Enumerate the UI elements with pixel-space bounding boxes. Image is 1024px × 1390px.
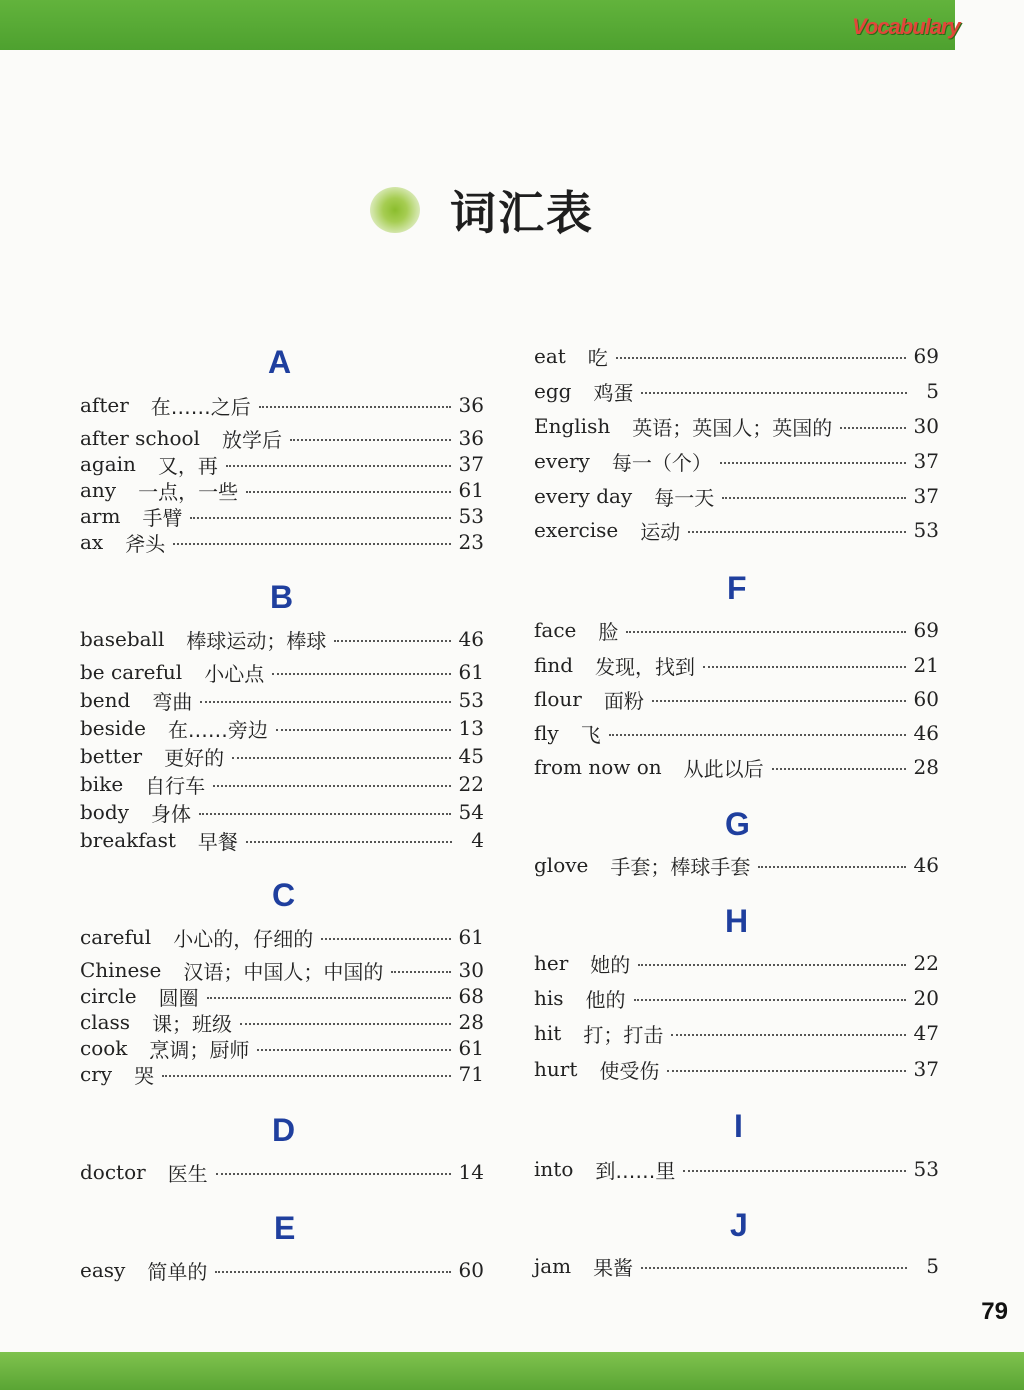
entry-word: bike (80, 772, 124, 796)
entry-word: jam (534, 1254, 572, 1278)
entry-word: from now on (534, 755, 662, 779)
entry-meaning: 棒球运动；棒球 (186, 628, 327, 653)
vocab-entry (80, 826, 484, 854)
entry-word: face (534, 618, 577, 642)
entry-page: 69 (913, 618, 939, 642)
entry-meaning: 手臂 (142, 505, 183, 530)
entry-page: 47 (913, 1021, 939, 1045)
section-letter-e: E (274, 1210, 296, 1246)
vocab-entry (80, 1008, 484, 1036)
dot-leader (173, 543, 450, 545)
entry-page: 61 (458, 1036, 484, 1060)
entry-meaning: 在……旁边 (167, 717, 268, 742)
dot-leader (391, 971, 450, 973)
dot-leader (683, 1170, 905, 1172)
page-title: 词汇表 (450, 186, 594, 240)
entry-word: cry (80, 1062, 113, 1086)
entry-word: circle (80, 984, 137, 1008)
dot-leader (772, 768, 906, 770)
entry-meaning: 到……里 (595, 1158, 676, 1183)
entry-meaning: 自行车 (145, 773, 206, 798)
vocab-entry (534, 984, 939, 1012)
entry-word: glove (534, 853, 589, 877)
vocab-entry (80, 742, 484, 770)
entry-word: class (80, 1010, 131, 1034)
entry-page: 28 (913, 755, 939, 779)
entry-meaning: 使受伤 (599, 1058, 660, 1083)
entry-page: 53 (913, 518, 939, 542)
vocab-entry (80, 982, 484, 1010)
entry-meaning: 医生 (167, 1161, 208, 1186)
entry-page: 21 (913, 653, 939, 677)
entry-meaning: 斧头 (125, 531, 166, 556)
entry-meaning: 身体 (150, 801, 191, 826)
section-letter-f: F (727, 570, 747, 606)
entry-word: hurt (534, 1057, 578, 1081)
dot-leader (290, 439, 451, 441)
entry-word: easy (80, 1258, 126, 1282)
dot-leader (758, 866, 905, 868)
dot-leader (276, 729, 451, 731)
vocab-entry (80, 1158, 484, 1186)
entry-word: eat (534, 344, 566, 368)
dot-leader (641, 1267, 907, 1269)
dot-leader (162, 1075, 450, 1077)
vocab-entry (80, 798, 484, 826)
section-letter-g: G (725, 806, 750, 842)
entry-page: 23 (458, 530, 484, 554)
entry-word: be careful (80, 660, 183, 684)
entry-word: into (534, 1157, 574, 1181)
vocab-entry (534, 616, 939, 644)
entry-meaning: 运动 (640, 519, 681, 544)
vocab-entry (534, 482, 939, 510)
dot-leader (190, 517, 450, 519)
entry-meaning: 小心的，仔细的 (173, 926, 314, 951)
entry-meaning: 手套；棒球手套 (610, 854, 751, 879)
entry-page: 53 (458, 688, 484, 712)
entry-word: fly (534, 721, 559, 745)
vocab-entry (534, 1019, 939, 1047)
vocab-entry (534, 447, 939, 475)
vocab-entry (80, 923, 484, 951)
entry-meaning: 每一天 (654, 485, 715, 510)
entry-meaning: 小心点 (204, 661, 265, 686)
dot-leader (226, 465, 451, 467)
page-header (370, 180, 594, 240)
vocab-entry (534, 949, 939, 977)
entry-page: 60 (458, 1258, 484, 1282)
entry-page: 37 (913, 484, 939, 508)
dot-leader (257, 1049, 450, 1051)
dot-leader (722, 497, 905, 499)
entry-page: 54 (458, 800, 484, 824)
entry-page: 14 (458, 1160, 484, 1184)
entry-page: 53 (458, 504, 484, 528)
entry-page: 68 (458, 984, 484, 1008)
vocab-entry (534, 1252, 939, 1280)
vocab-entry (80, 956, 484, 984)
green-ball-icon (370, 187, 420, 233)
vocab-entry (80, 658, 484, 686)
vocab-entry (80, 770, 484, 798)
entry-meaning: 汉语；中国人；中国的 (183, 959, 384, 984)
entry-page: 30 (913, 414, 939, 438)
entry-page: 28 (458, 1010, 484, 1034)
dot-leader (215, 1271, 450, 1273)
dot-leader (334, 640, 450, 642)
entry-word: find (534, 653, 574, 677)
dot-leader (720, 462, 906, 464)
entry-page: 53 (913, 1157, 939, 1181)
vocab-entry (80, 502, 484, 530)
vocab-entry (80, 625, 484, 653)
dot-leader (634, 999, 906, 1001)
entry-page: 4 (471, 828, 484, 852)
entry-meaning: 简单的 (147, 1259, 208, 1284)
vocab-entry (80, 1034, 484, 1062)
entry-meaning: 面粉 (603, 688, 644, 713)
entry-word: after (80, 393, 129, 417)
vocab-entry (80, 476, 484, 504)
vocab-entry (80, 450, 484, 478)
entry-meaning: 英语；英国人；英国的 (632, 415, 833, 440)
entry-page: 61 (458, 478, 484, 502)
entry-word: doctor (80, 1160, 146, 1184)
dot-leader (213, 785, 450, 787)
entry-meaning: 圆圈 (158, 985, 199, 1010)
entry-meaning: 鸡蛋 (593, 380, 634, 405)
entry-page: 5 (926, 379, 939, 403)
entry-word: beside (80, 716, 146, 740)
dot-leader (232, 757, 450, 759)
entry-word: exercise (534, 518, 619, 542)
brand-logo: Vocabulary (852, 14, 960, 39)
dot-leader (667, 1070, 905, 1072)
entry-meaning: 发现，找到 (595, 654, 696, 679)
entry-word: careful (80, 925, 152, 949)
vocab-entry (534, 1055, 939, 1083)
vocab-entry (534, 719, 939, 747)
vocab-entry (534, 1155, 939, 1183)
entry-page: 22 (913, 951, 939, 975)
entry-meaning: 课；班级 (152, 1011, 233, 1036)
entry-page: 13 (458, 716, 484, 740)
section-letter-c: C (272, 877, 296, 913)
vocab-entry (534, 753, 939, 781)
entry-meaning: 弯曲 (152, 689, 193, 714)
entry-page: 71 (458, 1062, 484, 1086)
entry-meaning: 她的 (590, 952, 631, 977)
entry-page: 30 (458, 958, 484, 982)
dot-leader (200, 701, 450, 703)
entry-word: Chinese (80, 958, 162, 982)
vocab-entry (80, 714, 484, 742)
entry-word: her (534, 951, 569, 975)
section-letter-j: J (730, 1207, 748, 1243)
dot-leader (246, 841, 452, 843)
entry-word: after school (80, 426, 200, 450)
entry-page: 37 (913, 1057, 939, 1081)
section-letter-i: I (734, 1108, 743, 1144)
entry-page: 46 (458, 627, 484, 651)
dot-leader (199, 813, 451, 815)
entry-meaning: 早餐 (197, 829, 238, 854)
entry-word: egg (534, 379, 572, 403)
dot-leader (216, 1173, 451, 1175)
entry-page: 60 (913, 687, 939, 711)
top-green-band (0, 0, 955, 50)
entry-meaning: 放学后 (221, 427, 282, 452)
entry-word: again (80, 452, 136, 476)
entry-meaning: 又，再 (157, 453, 218, 478)
entry-word: baseball (80, 627, 165, 651)
entry-meaning: 吃 (587, 345, 608, 370)
vocab-entry (80, 391, 484, 419)
dot-leader (638, 964, 905, 966)
entry-page: 20 (913, 986, 939, 1010)
vocab-entry (534, 377, 939, 405)
dot-leader (671, 1034, 905, 1036)
dot-leader (840, 427, 905, 429)
entry-word: body (80, 800, 129, 824)
dot-leader (609, 734, 906, 736)
entry-meaning: 在……之后 (150, 394, 251, 419)
vocab-entry (80, 528, 484, 556)
entry-meaning: 哭 (134, 1063, 155, 1088)
vocab-entry (534, 412, 939, 440)
section-letter-a: A (268, 344, 292, 380)
entry-page: 37 (458, 452, 484, 476)
dot-leader (652, 700, 906, 702)
entry-page: 5 (926, 1254, 939, 1278)
entry-page: 36 (458, 393, 484, 417)
entry-word: flour (534, 687, 582, 711)
dot-leader (703, 666, 906, 668)
dot-leader (240, 1023, 450, 1025)
dot-leader (246, 491, 450, 493)
vocab-entry (534, 342, 939, 370)
section-letter-d: D (272, 1112, 296, 1148)
dot-leader (207, 997, 451, 999)
vocab-entry (80, 1256, 484, 1284)
page-number: 79 (981, 1298, 1008, 1325)
entry-meaning: 脸 (598, 619, 619, 644)
entry-page: 46 (913, 853, 939, 877)
entry-word: arm (80, 504, 121, 528)
entry-page: 37 (913, 449, 939, 473)
dot-leader (259, 406, 451, 408)
entry-meaning: 打；打击 (583, 1022, 664, 1047)
entry-meaning: 烹调；厨师 (149, 1037, 250, 1062)
entry-page: 61 (458, 660, 484, 684)
entry-word: his (534, 986, 564, 1010)
entry-word: better (80, 744, 143, 768)
entry-word: hit (534, 1021, 562, 1045)
entry-word: cook (80, 1036, 128, 1060)
vocab-entry (534, 685, 939, 713)
dot-leader (272, 673, 450, 675)
entry-word: every day (534, 484, 633, 508)
section-letter-b: B (270, 579, 294, 615)
entry-meaning: 一点，一些 (138, 479, 239, 504)
dot-leader (641, 392, 907, 394)
vocab-entry (80, 1060, 484, 1088)
entry-word: every (534, 449, 590, 473)
dot-leader (688, 531, 905, 533)
dot-leader (626, 631, 905, 633)
vocab-entry (534, 651, 939, 679)
entry-meaning: 更好的 (164, 745, 225, 770)
section-letter-h: H (725, 903, 749, 939)
entry-page: 46 (913, 721, 939, 745)
entry-meaning: 他的 (585, 987, 626, 1012)
entry-page: 36 (458, 426, 484, 450)
entry-page: 45 (458, 744, 484, 768)
entry-meaning: 每一（个） (611, 450, 712, 475)
entry-word: bend (80, 688, 131, 712)
entry-word: ax (80, 530, 104, 554)
vocab-entry (534, 851, 939, 879)
vocab-entry (80, 686, 484, 714)
entry-meaning: 从此以后 (683, 756, 764, 781)
entry-word: any (80, 478, 117, 502)
vocab-entry (534, 516, 939, 544)
entry-meaning: 果酱 (593, 1255, 634, 1280)
entry-page: 22 (458, 772, 484, 796)
entry-page: 61 (458, 925, 484, 949)
vocab-entry (80, 424, 484, 452)
dot-leader (321, 938, 450, 940)
entry-word: breakfast (80, 828, 176, 852)
dot-leader (616, 357, 906, 359)
entry-page: 69 (913, 344, 939, 368)
bottom-green-band (0, 1352, 1024, 1390)
entry-meaning: 飞 (580, 722, 601, 747)
entry-word: English (534, 414, 611, 438)
